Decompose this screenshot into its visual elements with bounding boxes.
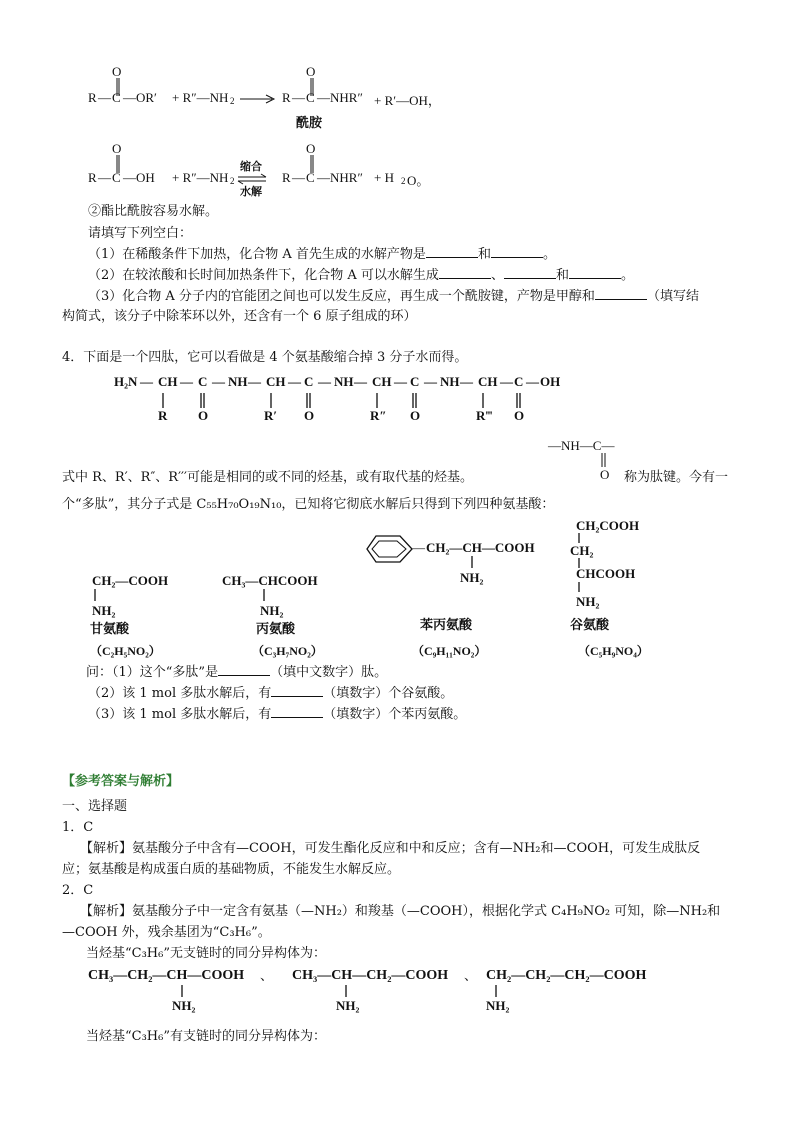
bond: — — [212, 374, 225, 389]
carbon: C — [306, 90, 315, 105]
carbonyl-carbon: C — [198, 374, 208, 389]
bond — [263, 589, 267, 603]
amino-group: NH₂ — [460, 570, 484, 585]
glycine-molecular-formula: （C₂H₅NO₂） — [90, 644, 161, 658]
bond — [94, 589, 98, 603]
amide-nh: NH — [228, 374, 248, 389]
answer-blank[interactable] — [491, 245, 543, 258]
answer-blank[interactable] — [426, 245, 478, 258]
bond: — — [180, 374, 193, 389]
carbonyl-o: O — [112, 64, 122, 79]
q3-part2 — [88, 266, 634, 285]
bond: — — [98, 170, 111, 185]
carbonyl-o: O — [112, 141, 122, 156]
carboxyl-terminus: OH — [540, 374, 561, 389]
bond: — — [424, 374, 437, 389]
subscript: 2 — [230, 176, 235, 186]
carbonyl-o: O — [306, 64, 316, 79]
answer-blank[interactable] — [504, 266, 556, 279]
q3-part3 — [88, 287, 699, 306]
carbonyl-carbon: C — [514, 374, 524, 389]
q4-qc-tail: （填数字）个苯丙氨酸。 — [323, 707, 467, 722]
isomer-3: CH₂—CH₂—CH₂—COOH — [486, 968, 647, 983]
carbonyl-o: O — [304, 408, 315, 423]
bond: — — [317, 170, 330, 185]
acid-group: OH — [136, 170, 155, 185]
separator: 、 — [260, 969, 274, 984]
glutamic-formula-line1: CH₂COOH — [576, 518, 640, 533]
answer-2-explanation: 【解析】氨基酸分子中一定含有氨基（—NH₂）和羧基（—COOH），根据化学式 C₄H₉NO₂ 可知，除—NH₂和 — [80, 904, 721, 919]
glycine-name: 甘氨酸 — [90, 622, 130, 637]
answer-2: 2．C — [62, 883, 94, 898]
alanine-molecular-formula: （C₃H₇NO₂） — [252, 644, 323, 658]
q4-qb-tail: （填数字）个谷氨酸。 — [323, 686, 454, 701]
bond — [345, 985, 349, 999]
alpha-carbon: CH — [266, 374, 286, 389]
bond: — — [318, 374, 331, 389]
reaction-arrow — [240, 94, 276, 104]
carbonyl-o: O — [600, 467, 610, 482]
carbon: C — [112, 90, 121, 105]
bond: — — [292, 90, 305, 105]
subscript: 2 — [401, 176, 406, 186]
q3-part1-end: 。 — [542, 247, 556, 262]
amino-group: NH₂ — [92, 603, 116, 618]
bond: — — [292, 170, 305, 185]
carbonyl-o: O — [198, 408, 209, 423]
alpha-carbon: CH — [478, 374, 498, 389]
isomer-1: CH₃—CH₂—CH—COOH — [88, 968, 245, 983]
bond: — — [123, 170, 136, 185]
q3-part2-end: 。 — [620, 268, 634, 283]
condition-top: 缩合 — [240, 160, 262, 173]
q3-part3-tail: （填写结 — [646, 289, 699, 304]
side-chain-r: R — [158, 408, 168, 423]
q3-part1-and: 和 — [477, 247, 491, 262]
tetrapeptide-bonds — [100, 390, 600, 430]
answer-blank[interactable] — [271, 684, 323, 697]
amino-group: NH₂ — [260, 603, 284, 618]
q4-intro: 4．下面是一个四肽，它可以看做是 4 个氨基酸缩合掉 3 分子水而得。 — [62, 350, 468, 365]
amine-reactant: + R″—NH — [172, 170, 229, 185]
glutamic-name: 谷氨酸 — [570, 618, 610, 633]
bond: — — [412, 540, 425, 555]
bond: — — [98, 90, 111, 105]
q3-part1 — [88, 245, 556, 264]
q4-qb-text: （2）该 1 mol 多肽水解后，有 — [88, 686, 272, 701]
bond: — — [317, 90, 330, 105]
answers-header: 【参考答案与解析】 — [62, 774, 180, 789]
amide-group: NHR″ — [330, 90, 363, 105]
peptide-bond-formula: —NH—C— — [548, 438, 615, 453]
r-group: R — [88, 170, 97, 185]
answer-2-unbranched: 当烃基“C₃H₆”无支链时的同分异构体为： — [86, 946, 326, 961]
q4-qa-tail: （填中文数字）肽。 — [270, 665, 388, 680]
amino-group: NH₂ — [486, 998, 510, 1013]
r-group: R — [282, 90, 291, 105]
alanine-formula: CH₃—CHCOOH — [222, 573, 318, 588]
separator: 、 — [464, 969, 478, 984]
section-title: 一、选择题 — [62, 799, 128, 814]
answer-blank[interactable] — [439, 266, 491, 279]
phenylalanine-molecular-formula: （C₉H₁₁NO₂） — [412, 644, 487, 658]
carbonyl-carbon: C — [410, 374, 420, 389]
glutamic-molecular-formula: （C₅H₉NO₄） — [578, 644, 649, 658]
answer-2-branched: 当烃基“C₃H₆”有支链时的同分异构体为： — [86, 1029, 326, 1044]
glycine-formula: CH₂—COOH — [92, 573, 169, 588]
bond: — — [123, 90, 136, 105]
alanine-name: 丙氨酸 — [256, 622, 296, 637]
alcohol-product: + R′—OH， — [374, 93, 441, 108]
note-2: ②酯比酰胺容易水解。 — [88, 204, 219, 219]
water-o: O。 — [407, 173, 430, 188]
q3-part2-sep: 、 — [490, 268, 504, 283]
answer-blank[interactable] — [595, 287, 647, 300]
amino-group: NH₂ — [172, 998, 196, 1013]
q4-qa-text: 问：（1）这个“多肽”是 — [86, 665, 219, 680]
amino-terminus: H₂N — [114, 374, 138, 389]
alpha-carbon: CH — [372, 374, 392, 389]
answer-1-explanation: 【解析】氨基酸分子中含有—COOH，可发生酯化反应和中和反应；含有—NH₂和—COOH，可发生成肽反 — [80, 841, 701, 856]
condition-bottom: 水解 — [240, 185, 262, 198]
phenylalanine-name: 苯丙氨酸 — [420, 618, 473, 633]
q4-qc — [88, 705, 466, 724]
bond — [495, 985, 499, 999]
answer-blank[interactable] — [271, 705, 323, 718]
q3-part3-text: （3）化合物 A 分子内的官能团之间也可以发生反应，再生成一个酰胺键，产物是甲醇和 — [88, 289, 595, 304]
bond: — — [248, 374, 261, 389]
carbon: C — [112, 170, 121, 185]
side-chain-r: R‴ — [476, 408, 493, 423]
answer-1-explanation-cont: 应；氨基酸是构成蛋白质的基础物质，不能发生水解反应。 — [62, 862, 401, 877]
subscript: 2 — [230, 96, 235, 106]
carbon: C — [306, 170, 315, 185]
bond: — — [500, 374, 513, 389]
bond: — — [354, 374, 367, 389]
glutamic-formula-line3: CHCOOH — [576, 566, 636, 581]
q4-line1b: 称为肽键。今有一 — [624, 470, 729, 485]
q4-qa — [86, 663, 387, 682]
bond: — — [460, 374, 473, 389]
q4-line1: 式中 R、R′、R″、R′′′可能是相同的或不同的烃基，或有取代基的烃基。 — [62, 470, 473, 485]
amino-group: NH₂ — [336, 998, 360, 1013]
q3-part3-cont: 构简式，该分子中除苯环以外，还含有一个 6 原子组成的环） — [62, 309, 417, 324]
amide-label: 酰胺 — [296, 116, 323, 131]
bond — [471, 556, 475, 570]
phenylalanine-formula: CH₂—CH—COOH — [426, 540, 535, 555]
q3-part1-text: （1）在稀酸条件下加热，化合物 A 首先生成的水解产物是 — [88, 247, 426, 262]
side-chain-r: R′ — [264, 408, 278, 423]
amino-group: NH₂ — [576, 594, 600, 609]
glutamic-formula-line2: CH₂ — [570, 543, 594, 558]
carbonyl-o: O — [306, 141, 316, 156]
side-chain-r: R″ — [370, 408, 387, 423]
bond: — — [140, 374, 153, 389]
amide-group: NHR″ — [330, 170, 363, 185]
amine-reactant: + R″—NH — [172, 90, 229, 105]
answer-1: 1．C — [62, 820, 94, 835]
r-group: R — [282, 170, 291, 185]
bond: — — [526, 374, 539, 389]
q4-line2: 个“多肽”，其分子式是 C₅₅H₇₀O₁₉N₁₀，已知将它彻底水解后只得到下列四种氨基酸： — [62, 497, 555, 512]
isomer-2: CH₃—CH—CH₂—COOH — [292, 968, 449, 983]
instruction: 请填写下列空白： — [88, 226, 193, 241]
q4-qb — [88, 684, 453, 703]
amide-nh: NH — [440, 374, 460, 389]
ester-group: OR′ — [136, 90, 157, 105]
benzene-ring-icon — [366, 535, 416, 563]
alpha-carbon: CH — [158, 374, 178, 389]
carbonyl-o: O — [410, 408, 421, 423]
bond: — — [394, 374, 407, 389]
q3-part2-text: （2）在较浓酸和长时间加热条件下，化合物 A 可以水解生成 — [88, 268, 439, 283]
answer-blank[interactable] — [569, 266, 621, 279]
q4-qc-text: （3）该 1 mol 多肽水解后，有 — [88, 707, 272, 722]
answer-blank[interactable] — [218, 663, 270, 676]
amide-nh: NH — [334, 374, 354, 389]
carbonyl-o: O — [514, 408, 525, 423]
carbonyl-carbon: C — [304, 374, 314, 389]
r-group: R — [88, 90, 97, 105]
answer-2-explanation-cont: —COOH 外，残余基团为“C₃H₆”。 — [62, 925, 271, 940]
q3-part2-and: 和 — [555, 268, 569, 283]
water-product: + H — [374, 170, 394, 185]
bond — [578, 582, 582, 594]
bond: — — [288, 374, 301, 389]
bond — [181, 985, 185, 999]
